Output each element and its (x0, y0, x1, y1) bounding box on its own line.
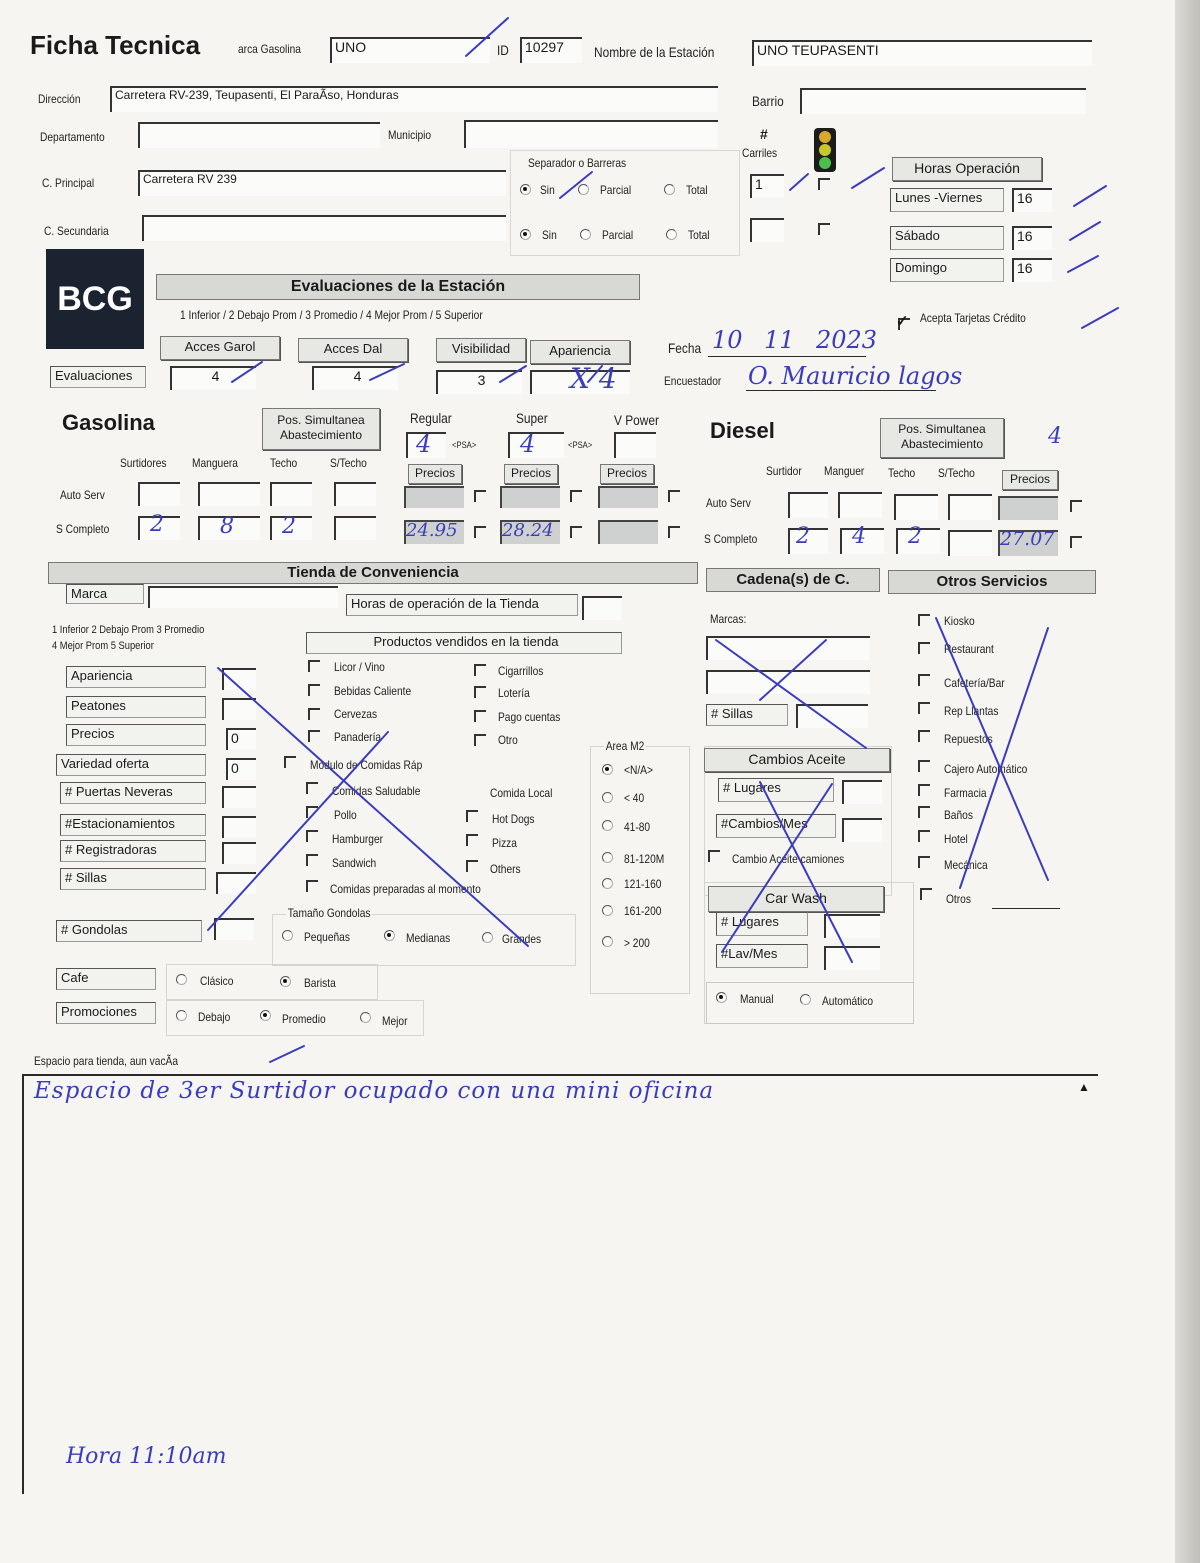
bebidas-label: Bebidas Caliente (334, 684, 412, 698)
principal-sin-label: Sin (540, 183, 555, 197)
diesel-col-manguer: Manguer (824, 464, 865, 478)
diesel-as-manguer[interactable] (838, 492, 882, 518)
area-40-label: < 40 (624, 791, 645, 805)
loteria-label: Lotería (498, 686, 530, 700)
diesel-as-surtidor[interactable] (788, 492, 828, 518)
hamburger-label: Hamburger (332, 832, 384, 846)
c-secundaria-field[interactable] (142, 215, 506, 241)
tienda-scale-2: 4 Mejor Prom 5 Superior (52, 640, 154, 652)
area-200-label: > 200 (624, 936, 650, 950)
tienda-precios-label: Precios (66, 724, 206, 746)
tienda-puertas-label: # Puertas Neveras (60, 782, 206, 804)
gas-as-vpower-checkbox[interactable] (668, 490, 680, 502)
diesel-as-techo[interactable] (894, 494, 938, 520)
repuestos-checkbox[interactable] (918, 730, 930, 742)
gas-sc-super-checkbox[interactable] (570, 526, 582, 538)
encuestador-underline (746, 390, 936, 391)
manual-radio[interactable] (716, 992, 727, 1003)
cafeteria-label: Cafetería/Bar (944, 676, 1005, 690)
tienda-horas-label: Horas de operación de la Tienda (346, 594, 578, 616)
gas-col-stecho: S/Techo (330, 456, 367, 470)
tarjetas-check-icon: ✓ (896, 313, 909, 330)
diesel-sc-checkbox[interactable] (1070, 536, 1082, 548)
vpower-pos-field[interactable] (614, 432, 656, 458)
mecanica-checkbox[interactable] (918, 856, 930, 868)
c-principal-label: C. Principal (42, 176, 95, 190)
secundaria-total-radio[interactable] (666, 229, 677, 240)
cafe-group (166, 964, 378, 1000)
fecha-underline (708, 356, 866, 357)
acces-dal-label: Acces Dal (298, 338, 408, 362)
semaforo-secundaria-checkbox[interactable] (818, 223, 830, 235)
visibilidad-field[interactable]: 3 (436, 370, 522, 394)
precios-super-label: Precios (504, 464, 558, 484)
farmacia-label: Farmacia (944, 786, 987, 800)
pizza-label: Pizza (492, 836, 517, 850)
tienda-marca-label: Marca (66, 584, 144, 604)
clasico-radio[interactable] (176, 974, 187, 985)
area-200-radio[interactable] (602, 936, 613, 947)
scroll-up-icon[interactable]: ▲ (1078, 1080, 1090, 1094)
precios-vpower-label: Precios (600, 464, 654, 484)
area-label: Area M2 (605, 739, 645, 753)
area-na-radio[interactable] (602, 764, 613, 775)
cajero-checkbox[interactable] (918, 760, 930, 772)
kiosko-label: Kiosko (944, 614, 975, 628)
otros-underline (992, 908, 1060, 909)
direccion-label: Dirección (38, 92, 81, 106)
fecha-year: 2023 (816, 326, 878, 354)
repuestos-label: Repuestos (944, 732, 993, 746)
visibilidad-label: Visibilidad (436, 338, 526, 362)
hamburger-checkbox[interactable] (306, 830, 318, 842)
encuestador-value: O. Mauricio lagos (748, 362, 963, 390)
tienda-marca-field[interactable] (148, 586, 338, 608)
apariencia-handwritten: X 4 (570, 362, 617, 395)
fecha-label: Fecha (668, 340, 702, 356)
gas-col-manguera: Manguera (192, 456, 238, 470)
cafeteria-checkbox[interactable] (918, 674, 930, 686)
saludable-checkbox[interactable] (306, 782, 318, 794)
loteria-checkbox[interactable] (474, 686, 486, 698)
aceite-cambios-field[interactable] (842, 818, 882, 842)
notes-top-border (24, 1074, 1098, 1076)
fecha-month: 11 (764, 326, 795, 354)
municipio-field[interactable] (464, 120, 718, 148)
diesel-precio-value: 27.07 (1000, 528, 1055, 550)
camiones-label: Cambio Aceite camiones (732, 852, 845, 866)
diesel-sc-surtidor-value: 2 (796, 524, 810, 549)
psa-2: <PSA> (568, 440, 593, 450)
others-checkbox[interactable] (466, 860, 478, 872)
others-label: Others (490, 862, 521, 876)
marcas-field-2[interactable] (706, 670, 870, 694)
cambios-aceite-header: Cambios Aceite (704, 748, 890, 772)
c-principal-field[interactable]: Carretera RV 239 (138, 170, 506, 196)
gas-as-manguera[interactable] (198, 482, 260, 506)
cajero-label: Cajero Automático (944, 762, 1028, 776)
area-81-120-radio[interactable] (602, 852, 613, 863)
encuestador-label: Encuestador (664, 374, 722, 388)
tienda-horas-field[interactable] (582, 596, 622, 620)
departamento-field[interactable] (138, 122, 380, 148)
gasolina-pos-sim: Pos. Simultanea Abastecimiento (262, 408, 380, 450)
secundaria-parcial-label: Parcial (602, 228, 634, 242)
gas-sc-vpower-checkbox[interactable] (668, 526, 680, 538)
tienda-estacionamientos-label: #Estacionamientos (60, 814, 206, 836)
carriles-label: Carriles (742, 146, 778, 160)
panaderia-checkbox[interactable] (308, 730, 320, 742)
mejor-label: Mejor (382, 1014, 408, 1028)
area-41-80-label: 41-80 (624, 820, 651, 834)
pollo-label: Pollo (334, 808, 357, 822)
otros-header: Otros Servicios (888, 570, 1096, 594)
lunes-viernes-field[interactable]: 16 (1012, 188, 1052, 212)
domingo-label: Domingo (890, 258, 1004, 282)
debajo-label: Debajo (198, 1010, 231, 1024)
automatico-radio[interactable] (800, 994, 811, 1005)
marca-field[interactable]: UNO (330, 37, 490, 63)
principal-parcial-label: Parcial (600, 183, 632, 197)
cw-lav-label: #Lav/Mes (716, 944, 808, 968)
form-title: Ficha Tecnica (30, 30, 201, 60)
nombre-field[interactable]: UNO TEUPASENTI (752, 40, 1092, 66)
otros-checkbox[interactable] (920, 888, 932, 900)
gas-as-techo[interactable] (270, 482, 312, 506)
principal-total-radio[interactable] (664, 184, 675, 195)
diesel-pos-value: 4 (1048, 424, 1062, 449)
tienda-scale-1: 1 Inferior 2 Debajo Prom 3 Promedio (52, 624, 205, 636)
promedio-radio[interactable] (260, 1010, 271, 1021)
tienda-header: Tienda de Conveniencia (48, 562, 698, 584)
gas-as-regular-checkbox[interactable] (474, 490, 486, 502)
psa-1: <PSA> (452, 440, 477, 450)
fecha-day: 10 (712, 326, 743, 354)
licor-label: Licor / Vino (334, 660, 385, 674)
tienda-apariencia-label: Apariencia (66, 666, 206, 688)
clasico-label: Clásico (200, 974, 234, 988)
tamano-label: Tamaño Gondolas (287, 906, 371, 920)
tienda-precios-field[interactable]: 0 (226, 728, 256, 750)
domingo-field[interactable]: 16 (1012, 258, 1052, 282)
diesel-col-techo: Techo (888, 466, 916, 480)
area-group (590, 746, 690, 994)
area-41-80-radio[interactable] (602, 820, 613, 831)
barista-radio[interactable] (280, 976, 291, 987)
cw-lugares-label: # Lugares (716, 912, 808, 936)
c-secundaria-label: C. Secundaria (44, 224, 109, 238)
acces-garol-label: Acces Garol (160, 336, 280, 360)
precios-regular-label: Precios (408, 464, 462, 484)
nombre-label: Nombre de la Estación (594, 44, 715, 60)
cafe-label: Cafe (56, 968, 156, 990)
diesel-s-completo-label: S Completo (704, 532, 758, 546)
evaluaciones-header: Evaluaciones de la Estación (156, 274, 640, 300)
gas-as-precio-super[interactable] (500, 486, 560, 508)
tarjetas-label: Acepta Tarjetas Crédito (920, 311, 1026, 325)
pago-cuentas-checkbox[interactable] (474, 710, 486, 722)
barrio-label: Barrio (752, 93, 784, 109)
camiones-checkbox[interactable] (708, 850, 720, 862)
diesel-title: Diesel (710, 418, 775, 443)
tienda-sillas-label: # Sillas (60, 868, 206, 890)
cigarrillos-label: Cigarrillos (498, 664, 544, 678)
hotel-label: Hotel (944, 832, 968, 846)
gas-sc-precio-vpower[interactable] (598, 520, 658, 544)
semaforo-principal-checkbox[interactable] (818, 178, 830, 190)
regular-label: Regular (410, 410, 452, 426)
licor-checkbox[interactable] (308, 660, 320, 672)
tienda-registradoras-label: # Registradoras (60, 840, 206, 862)
preparadas-label: Comidas preparadas al momento (330, 882, 481, 896)
hotdogs-label: Hot Dogs (492, 812, 535, 826)
promociones-label: Promociones (56, 1002, 156, 1024)
sandwich-label: Sandwich (332, 856, 377, 870)
diesel-as-stecho[interactable] (948, 494, 992, 520)
gas-as-stecho[interactable] (334, 482, 376, 506)
manual-label: Manual (740, 992, 774, 1006)
pago-cuentas-label: Pago cuentas (498, 710, 561, 724)
tienda-variedad-field[interactable]: 0 (226, 758, 256, 780)
tienda-puertas-field[interactable] (222, 786, 256, 808)
otro-checkbox[interactable] (474, 734, 486, 746)
preparadas-checkbox[interactable] (306, 880, 318, 892)
llantas-checkbox[interactable] (918, 702, 930, 714)
modulo-checkbox[interactable] (284, 756, 296, 768)
promedio-label: Promedio (282, 1012, 326, 1026)
pizza-checkbox[interactable] (466, 834, 478, 846)
cadena-sillas-label: # Sillas (706, 704, 788, 726)
car-wash-header: Car Wash (708, 886, 884, 912)
notes-left-border (22, 1074, 24, 1494)
notes-label: Espacio para tienda, aun vacÃa (34, 1054, 179, 1068)
cw-lugares-field[interactable] (824, 914, 880, 938)
evaluaciones-scale: 1 Inferior / 2 Debajo Prom / 3 Promedio / 4 Mejor Prom / 5 Superior (180, 308, 483, 322)
barrio-field[interactable] (800, 88, 1086, 114)
carriles-secundaria-field[interactable] (750, 218, 784, 242)
marcas-label: Marcas: (710, 612, 747, 626)
hora-note: Hora 11:10am (66, 1444, 227, 1469)
id-field[interactable]: 10297 (520, 37, 582, 63)
diesel-col-surtidor: Surtidor (766, 464, 802, 478)
gas-sc-regular-checkbox[interactable] (474, 526, 486, 538)
aceite-cambios-label: #Cambios/Mes (716, 814, 836, 838)
sabado-field[interactable]: 16 (1012, 226, 1052, 250)
manual-auto-group (706, 982, 914, 1024)
area-121-160-radio[interactable] (602, 878, 613, 889)
super-label: Super (516, 410, 548, 426)
tienda-estacionamientos-field[interactable] (222, 816, 256, 838)
gas-precio-regular-value: 24.95 (406, 520, 458, 541)
diesel-col-precios: Precios (1002, 470, 1058, 490)
gas-as-surtidores[interactable] (138, 482, 180, 506)
cigarrillos-checkbox[interactable] (474, 664, 486, 676)
sandwich-checkbox[interactable] (306, 854, 318, 866)
tienda-apariencia-field[interactable] (222, 668, 256, 690)
principal-parcial-radio[interactable] (578, 184, 589, 195)
page-edge-shadow (1175, 0, 1200, 1563)
cervezas-label: Cervezas (334, 707, 378, 721)
diesel-sc-stecho[interactable] (948, 530, 992, 556)
vpower-label: V Power (614, 412, 659, 428)
regular-pos-value: 4 (416, 430, 432, 458)
aceite-lugares-label: # Lugares (718, 778, 834, 802)
bcg-logo: BCG (46, 249, 144, 349)
mecanica-label: Mecánica (944, 858, 988, 872)
diesel-pos-sim: Pos. Simultanea Abastecimiento (880, 418, 1004, 458)
gas-as-super-checkbox[interactable] (570, 490, 582, 502)
marcas-field-1[interactable] (706, 636, 870, 660)
area-121-160-label: 121-160 (624, 877, 662, 891)
marca-label: arca Gasolina (238, 42, 301, 56)
diesel-as-checkbox[interactable] (1070, 500, 1082, 512)
tienda-peatones-field[interactable] (222, 698, 256, 720)
pollo-checkbox[interactable] (306, 806, 318, 818)
panaderia-label: Panadería (334, 730, 382, 744)
tienda-peatones-label: Peatones (66, 696, 206, 718)
cadenas-header: Cadena(s) de C. (706, 568, 880, 592)
principal-total-label: Total (686, 183, 708, 197)
bebidas-checkbox[interactable] (308, 684, 320, 696)
diesel-sc-manguer-value: 4 (852, 524, 866, 549)
restaurant-checkbox[interactable] (918, 642, 930, 654)
gas-sc-techo-value: 2 (282, 514, 296, 539)
gas-auto-serv-label: Auto Serv (60, 488, 105, 502)
gas-s-completo-label: S Completo (56, 522, 110, 536)
medianas-radio[interactable] (384, 930, 395, 941)
notes-text[interactable]: Espacio de 3er Surtidor ocupado con una mini oficina (34, 1078, 715, 1104)
sabado-label: Sábado (890, 226, 1004, 250)
medianas-label: Medianas (406, 931, 451, 945)
productos-header: Productos vendidos en la tienda (306, 632, 622, 654)
secundaria-sin-radio[interactable] (520, 229, 531, 240)
automatico-label: Automático (822, 994, 874, 1008)
gas-sc-manguera-value: 8 (220, 514, 234, 539)
carriles-hash: # (760, 126, 768, 142)
tienda-registradoras-field[interactable] (222, 842, 256, 864)
tienda-gondolas-field[interactable] (214, 918, 254, 940)
secundaria-sin-label: Sin (542, 228, 557, 242)
traffic-light-icon (814, 128, 836, 172)
gas-as-precio-regular[interactable] (404, 486, 464, 508)
barista-label: Barista (304, 976, 336, 990)
evaluaciones-row-label: Evaluaciones (50, 366, 146, 388)
hotdogs-checkbox[interactable] (466, 810, 478, 822)
restaurant-label: Restaurant (944, 642, 994, 656)
acces-garol-field[interactable]: 4 (170, 366, 256, 390)
cw-lav-field[interactable] (824, 946, 880, 970)
area-161-200-radio[interactable] (602, 905, 613, 916)
saludable-label: Comidas Saludable (332, 784, 421, 798)
area-81-120-label: 81-120M (624, 852, 665, 866)
grandes-label: Grandes (502, 932, 542, 946)
principal-sin-radio[interactable] (520, 184, 531, 195)
grandes-radio[interactable] (482, 932, 493, 943)
municipio-label: Municipio (388, 128, 432, 142)
super-pos-value: 4 (520, 430, 536, 458)
cadena-sillas-field[interactable] (796, 704, 868, 728)
area-161-200-label: 161-200 (624, 904, 662, 918)
separador-label: Separador o Barreras (528, 156, 627, 170)
gas-as-precio-vpower[interactable] (598, 486, 658, 508)
secundaria-total-label: Total (688, 228, 710, 242)
super-pos-field[interactable] (508, 432, 564, 458)
banos-checkbox[interactable] (918, 806, 930, 818)
kiosko-checkbox[interactable] (918, 614, 930, 626)
diesel-sc-techo-value: 2 (908, 524, 922, 549)
secundaria-parcial-radio[interactable] (580, 229, 591, 240)
acces-dal-field[interactable]: 4 (312, 366, 398, 390)
horas-operacion-button[interactable]: Horas Operación (892, 157, 1042, 181)
pequenas-label: Pequeñas (304, 930, 350, 944)
gas-col-techo: Techo (270, 456, 298, 470)
comida-local-label: Comida Local (490, 786, 553, 800)
direccion-field[interactable]: Carretera RV-239, Teupasenti, El ParaÃso, Honduras (110, 86, 718, 112)
farmacia-checkbox[interactable] (918, 784, 930, 796)
aceite-lugares-field[interactable] (842, 780, 882, 804)
modulo-label: Modulo de Comidas Ráp (310, 758, 423, 772)
diesel-auto-serv-label: Auto Serv (706, 496, 751, 510)
area-40-radio[interactable] (602, 792, 613, 803)
diesel-col-stecho: S/Techo (938, 466, 975, 480)
mejor-radio[interactable] (360, 1012, 371, 1023)
gasolina-title: Gasolina (62, 410, 155, 435)
apariencia-eval-label: Apariencia (530, 340, 630, 364)
llantas-label: Rep Llantas (944, 704, 999, 718)
tienda-variedad-label: Variedad oferta (56, 754, 206, 776)
hotel-checkbox[interactable] (918, 830, 930, 842)
otros-label: Otros (946, 892, 971, 906)
id-label: ID (497, 42, 509, 58)
otro-label: Otro (498, 733, 518, 747)
gas-col-surtidores: Surtidores (120, 456, 167, 470)
departamento-label: Departamento (40, 130, 105, 144)
tienda-gondolas-label: # Gondolas (56, 920, 202, 942)
carriles-principal-field[interactable]: 1 (750, 174, 784, 198)
lunes-viernes-label: Lunes -Viernes (890, 188, 1004, 212)
tienda-sillas-field[interactable] (216, 872, 256, 894)
area-na-label: <N/A> (624, 763, 653, 777)
gas-sc-surtidores-value: 2 (150, 512, 164, 537)
pequenas-radio[interactable] (282, 930, 293, 941)
banos-label: Baños (944, 808, 973, 822)
gas-sc-stecho[interactable] (334, 516, 376, 540)
gas-precio-super-value: 28.24 (502, 520, 554, 541)
cervezas-checkbox[interactable] (308, 708, 320, 720)
diesel-as-precio[interactable] (998, 496, 1058, 520)
debajo-radio[interactable] (176, 1010, 187, 1021)
